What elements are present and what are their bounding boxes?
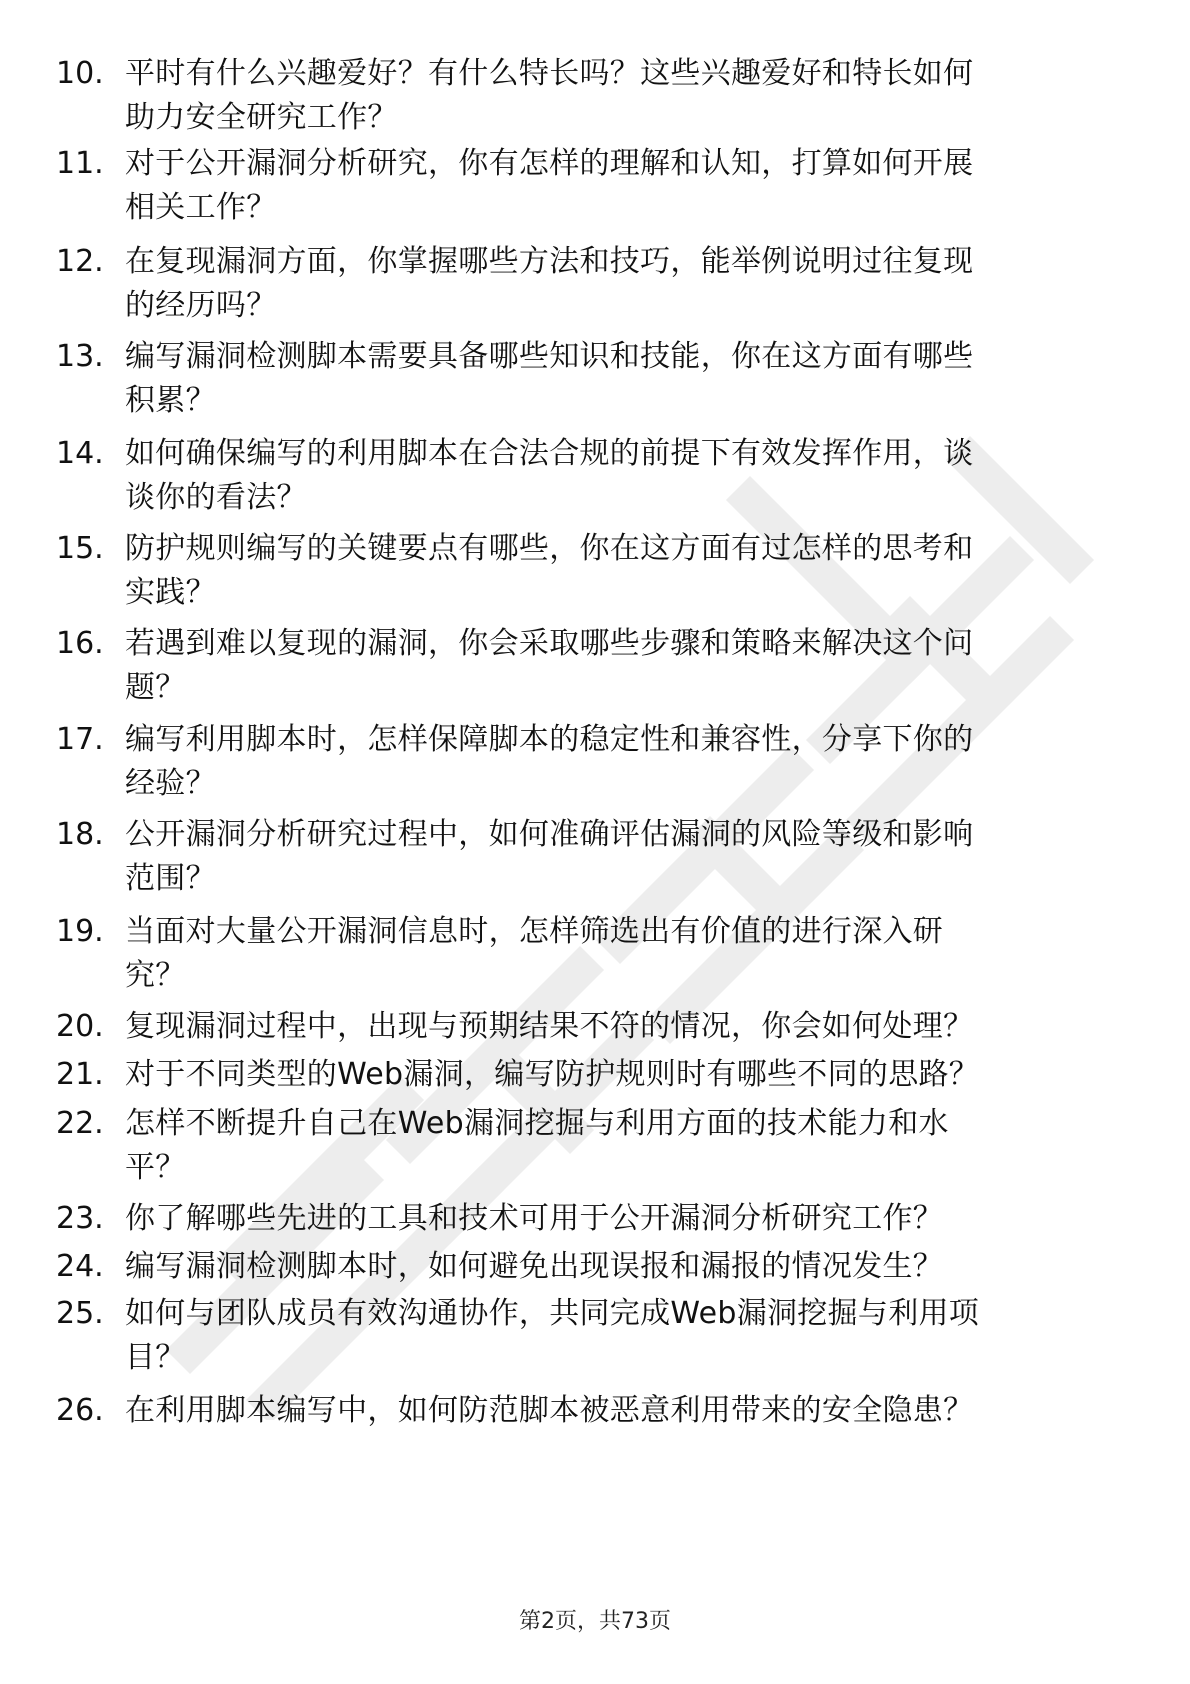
question-line: 在利用脚本编写中，如何防范脚本被恶意利用带来的安全隐患？ — [125, 1393, 974, 1428]
question-line: 编写漏洞检测脚本时，如何避免出现误报和漏报的情况发生？ — [125, 1249, 944, 1284]
question-line: 平？ — [125, 1150, 186, 1185]
question-line: 经验？ — [125, 766, 216, 801]
page-footer: 第2页，共73页 — [519, 1609, 671, 1634]
question-line: 范围？ — [125, 861, 216, 896]
question-number: 26. — [56, 1393, 104, 1428]
question-number: 10. — [56, 56, 104, 91]
question-text — [125, 1292, 1115, 1380]
question-line: 题？ — [125, 670, 186, 705]
question-text — [125, 142, 1115, 230]
question-text — [125, 527, 1115, 615]
question-number: 19. — [56, 914, 104, 949]
question-number: 22. — [56, 1106, 104, 1141]
question-line: 如何与团队成员有效沟通协作，共同完成Web漏洞挖掘与利用项 — [125, 1296, 980, 1331]
question-text — [125, 1005, 1115, 1049]
question-line: 当面对大量公开漏洞信息时，怎样筛选出有价值的进行深入研 — [125, 914, 944, 949]
question-line: 公开漏洞分析研究过程中，如何准确评估漏洞的风险等级和影响 — [125, 817, 974, 852]
question-line: 在复现漏洞方面，你掌握哪些方法和技巧，能举例说明过往复现 — [125, 244, 974, 279]
question-text — [125, 1053, 1115, 1097]
question-number: 20. — [56, 1009, 104, 1044]
question-line: 谈你的看法？ — [125, 480, 307, 515]
question-line: 你了解哪些先进的工具和技术可用于公开漏洞分析研究工作？ — [125, 1201, 944, 1236]
question-line: 相关工作？ — [125, 190, 277, 225]
question-line: 若遇到难以复现的漏洞，你会采取哪些步骤和策略来解决这个问 — [125, 626, 974, 661]
question-line: 防护规则编写的关键要点有哪些，你在这方面有过怎样的思考和 — [125, 531, 974, 566]
question-line: 复现漏洞过程中，出现与预期结果不符的情况，你会如何处理？ — [125, 1009, 974, 1044]
question-text — [125, 1245, 1115, 1289]
question-line: 究？ — [125, 958, 186, 993]
question-text — [125, 1197, 1115, 1241]
question-line: 平时有什么兴趣爱好？有什么特长吗？这些兴趣爱好和特长如何 — [125, 56, 974, 91]
question-line: 目？ — [125, 1340, 186, 1375]
question-text — [125, 1389, 1115, 1433]
question-number: 13. — [56, 339, 104, 374]
question-number: 23. — [56, 1201, 104, 1236]
question-line: 编写利用脚本时，怎样保障脚本的稳定性和兼容性，分享下你的 — [125, 722, 974, 757]
question-number: 12. — [56, 244, 104, 279]
question-number: 21. — [56, 1057, 104, 1092]
question-text — [125, 718, 1115, 806]
question-text — [125, 240, 1115, 328]
question-number: 24. — [56, 1249, 104, 1284]
question-line: 怎样不断提升自己在Web漏洞挖掘与利用方面的技术能力和水 — [125, 1106, 949, 1141]
question-text — [125, 910, 1115, 998]
question-line: 实践？ — [125, 575, 216, 610]
question-number: 18. — [56, 817, 104, 852]
question-line: 助力安全研究工作？ — [125, 100, 398, 135]
question-line: 如何确保编写的利用脚本在合法合规的前提下有效发挥作用，谈 — [125, 436, 974, 471]
question-text — [125, 1102, 1115, 1190]
question-number: 17. — [56, 722, 104, 757]
question-text — [125, 813, 1115, 901]
question-line: 的经历吗？ — [125, 288, 277, 323]
question-number: 14. — [56, 436, 104, 471]
question-text — [125, 335, 1115, 423]
question-number: 15. — [56, 531, 104, 566]
question-number: 11. — [56, 146, 104, 181]
question-line: 对于不同类型的Web漏洞，编写防护规则时有哪些不同的思路？ — [125, 1057, 980, 1092]
question-number: 16. — [56, 626, 104, 661]
question-number: 25. — [56, 1296, 104, 1331]
question-text — [125, 432, 1115, 520]
question-line: 积累？ — [125, 383, 216, 418]
question-text — [125, 52, 1115, 140]
question-line: 对于公开漏洞分析研究，你有怎样的理解和认知，打算如何开展 — [125, 146, 974, 181]
question-text — [125, 622, 1115, 710]
question-line: 编写漏洞检测脚本需要具备哪些知识和技能，你在这方面有哪些 — [125, 339, 974, 374]
